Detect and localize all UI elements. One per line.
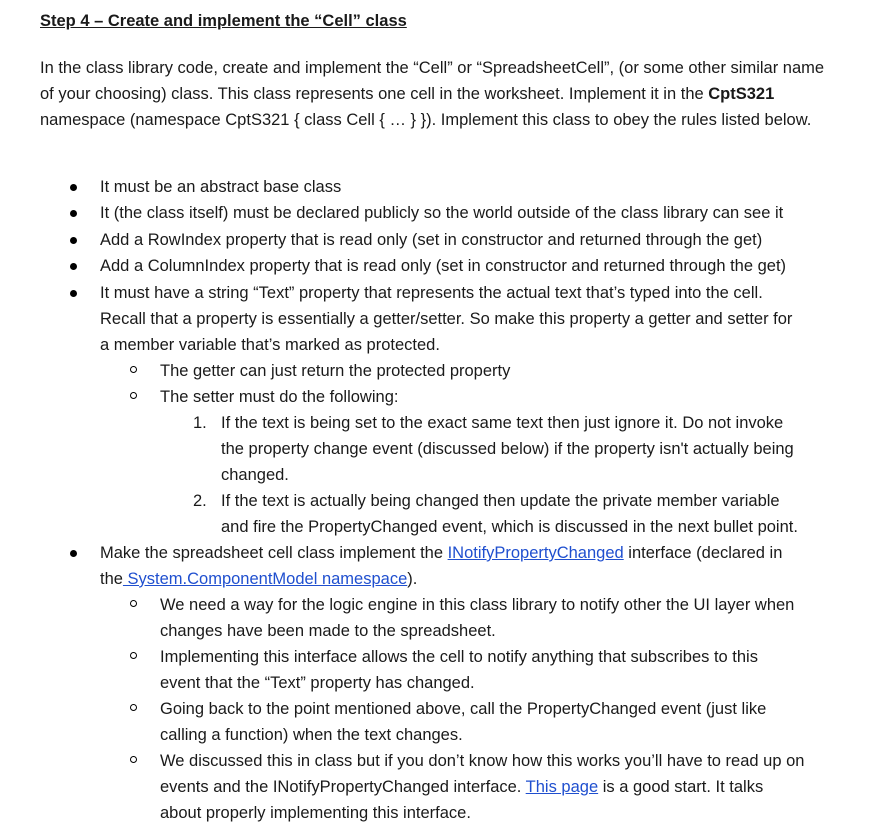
numbered-item-1-line3: changed. [221,466,289,484]
section-heading: Step 4 – Create and implement the “Cell” class [40,12,407,30]
bullet-icon [70,290,77,297]
bullet-public: It (the class itself) must be declared publicly so the world outside of the class library can see it [100,204,784,222]
intro-text-1: In the class library code, create and implement the “Cell” or “SpreadsheetCell”, (or some other similar name of your choosing) class. This class represents one cell in the worksheet. Implement it in the [40,59,825,103]
this-page-link[interactable]: This page [525,778,599,796]
bullet-rowindex: Add a RowIndex property that is read only (set in constructor and returned through the get) [100,231,763,249]
sub-bullet-going-back-line1: Going back to the point mentioned above, call the PropertyChanged event (just like [160,700,767,718]
numbered-item-2-line2: and fire the PropertyChanged event, which is discussed in the next bullet point. [221,518,798,536]
sub-bullet-icon [130,392,137,399]
numbered-item-2-line1: If the text is actually being changed then update the private member variable [221,492,780,510]
namespace-bold: CptS321 [708,85,775,103]
sub-bullet-icon [130,600,137,607]
bullet-abstract: It must be an abstract base class [100,178,342,196]
sub-bullet-icon [130,652,137,659]
bullet-columnindex: Add a ColumnIndex property that is read only (set in constructor and returned through the get) [100,257,787,275]
sub-bullet-setter: The setter must do the following: [160,388,399,406]
numbered-item-2-number: 2. [193,492,207,510]
bullet-icon [70,237,77,244]
bullet-inotify-text: Make the spreadsheet cell class implement the [100,544,448,562]
sub-bullet-implementing-line1: Implementing this interface allows the cell to notify anything that subscribes to this [160,648,758,666]
sub-bullet-discussed-line3: about properly implementing this interface. [160,804,471,822]
bullet-text-property-line2: Recall that a property is essentially a getter/setter. So make this property a getter and setter for [100,310,793,328]
numbered-item-1-number: 1. [193,414,207,432]
sub-bullet-notify-line1: We need a way for the logic engine in this class library to notify other the UI layer when [160,596,795,614]
sub-bullet-discussed-line1: We discussed this in class but if you don’t know how this works you’ll have to read up on [160,752,805,770]
sub-bullet-icon [130,366,137,373]
bullet-icon [70,263,77,270]
bullet-inotify-text-close: ). [407,570,418,588]
bullet-icon [70,210,77,217]
sub-bullet-icon [130,704,137,711]
sub-bullet-discussed-text-end: is a good start. It talks [598,778,764,796]
sub-bullet-discussed-text: events and the INotifyPropertyChanged interface. [160,778,526,796]
bullet-icon [70,550,77,557]
intro-paragraph [40,55,840,133]
sub-bullet-notify-line2: changes have been made to the spreadsheet. [160,622,496,640]
numbered-item-1-line2: the property change event (discussed below) if the property isn't actually being [221,440,794,458]
inotifypropertychanged-link[interactable]: INotifyPropertyChanged [447,544,624,562]
sub-bullet-going-back-line2: calling a function) when the text changes. [160,726,463,744]
bullet-inotify-line2 [100,566,417,592]
bullet-text-property-line3: a member variable that’s marked as protected. [100,336,440,354]
intro-text-2: namespace (namespace CptS321 { class Cell { … } }). Implement this class to obey the rules listed below. [40,111,812,129]
componentmodel-namespace-link[interactable]: System.ComponentModel namespace [122,570,408,588]
sub-bullet-implementing-line2: event that the “Text” property has changed. [160,674,475,692]
sub-bullet-getter: The getter can just return the protected property [160,362,511,380]
bullet-inotify-text-the: the [100,570,123,588]
bullet-inotify-text-end: interface (declared in [623,544,783,562]
numbered-item-1-line1: If the text is being set to the exact same text then just ignore it. Do not invoke [221,414,784,432]
bullet-icon [70,184,77,191]
bullet-text-property-line1: It must have a string “Text” property that represents the actual text that’s typed into the cell. [100,284,763,302]
sub-bullet-icon [130,756,137,763]
sub-bullet-discussed-line2 [160,774,763,800]
bullet-inotify-line1 [100,540,782,566]
